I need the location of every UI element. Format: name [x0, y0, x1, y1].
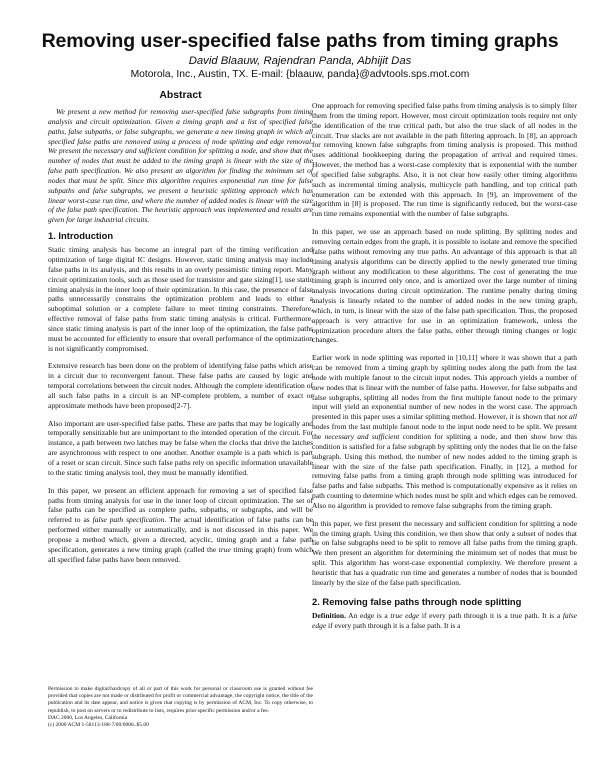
venue-text: DAC 2000, Los Angeles, California — [48, 714, 128, 721]
paper-authors: David Blaauw, Rajendran Panda, Abhijit Das — [188, 55, 412, 67]
definition-text-a: An edge is a — [345, 610, 391, 620]
intro-paragraph-4 — [48, 486, 313, 565]
intro-p4-emphasis: false path specification — [92, 515, 165, 525]
definition-paragraph — [312, 611, 577, 631]
definition-text-c: if every path through it is a false path. It is a — [326, 620, 461, 630]
intro-p4-text-a: In this paper, we present an efficient approach for removing a set of specified false paths from timing analysis for use in the inner loop of circuit optimization. The set of false paths can be specified as complete paths, subpaths, or subgraphs, and will be referred to as — [48, 485, 313, 525]
abstract-text: We present a new method for removing user-specified false subgraphs from timing analysis and circuit optimization. Given a timing graph and a list of specified false paths, false subpaths, or false subgraphs, we generate a new timing graph in which all specified false paths are removed using a process of node splitting and edge removal. We present the necessary and sufficient condition for splitting a node, and show that the number of nodes that must be added to the timing graph is linear with the size of the false path specification. We also present an algorithm for finding the minimum set of nodes that must be split. Since this algorithm requires exponential run time for false subpaths and false subgraphs, we present a heuristic splitting approach which has linear worst-case run time, and where the number of added nodes is linear with the size of the false path specification. The heuristic approach was implemented and results are given for large industrial circuits. — [48, 107, 313, 225]
right-p3-text-c: condition for splitting a node, and then show how this condition is satisfied for a false subgraph by splitting only the nodes that lie on the false subgraph. Using this method, the number of new nodes added to the timing graph is linear with the size of the false path specification. Finally, in [12], a method for removing false paths from a timing graph through node splitting was introduced for false paths and false subpaths. This method is computationally expensive as it relies on path counting to determine which nodes must be split and which edges can be removed. Also no algorithm is provided to remove false subgraphs from the timing graph. — [312, 432, 577, 510]
definition-true-edge: true edge — [390, 610, 420, 620]
right-p3-text-b: nodes from the last multiple fanout node to the input node need to be split. We present the — [312, 422, 577, 441]
definition-text-b: if every path through it is a true path. It is a — [419, 610, 563, 620]
right-p3-emphasis-condition: necessary and sufficient — [324, 432, 400, 441]
right-column — [312, 101, 577, 638]
intro-p4-text-c: timing graph) from which all specified false paths have been removed. — [48, 544, 313, 564]
right-paragraph-2: In this paper, we use an approach based on node splitting. By splitting nodes and removing certain edges from the graph, it is possible to isolate and remove the specified false paths without removing any true paths. An advantage of this approach is that all timing analysis algorithms can be directly applied to the newly generated true timing graph without any modification to these algorithms. The cost of generating the true timing graph is incurred only once, and is amortized over the large number of timing analysis invocations during circuit optimization. The runtime penalty during timing analysis is linearly related to the number of added nodes in the new timing graph, which, in turn, is linear with the size of the false path specification. Thus, the proposed approach is very attractive for use in an optimization framework, unless the optimization procedure alters the false paths, either through timing changes or logic changes. — [312, 227, 577, 345]
right-p3-text-a: Earlier work in node splitting was reported in [10,11] where it was shown that a path can be removed from a timing graph by splitting nodes along the path from the last node with multiple fanout to the circuit input nodes. This approach yields a number of new nodes that is linear with the number of false paths. However, for false subpaths and false subgraphs, splitting all nodes from the first multiple fanout node to the primary input will yield an exponential number of new nodes in the worst case. The approach presented in this paper uses a similar splitting method. However, it is shown that — [312, 353, 577, 422]
abstract-heading: Abstract — [159, 90, 202, 101]
permission-footnote — [48, 686, 313, 729]
left-column — [48, 90, 313, 572]
right-paragraph-4: In this paper, we first present the necessary and sufficient condition for splitting a node in the timing graph. Using this condition, we then show that only a subset of nodes that lie on false subgraphs need to be split to remove all false paths from the timing graph. We then present an algorithm for determining the minimum set of nodes that must be split. This algorithm has worst-case exponential complexity. We therefore present a heuristic that has a quadratic run time and generates a number of nodes that is bounded linearly by the size of the false path specification. — [312, 518, 577, 587]
right-p3-emphasis-not-all: not all — [557, 412, 577, 422]
definition-term: Definition. — [312, 610, 346, 620]
introduction-heading: 1. Introduction — [48, 230, 114, 242]
paper-affiliation: Motorola, Inc., Austin, TX. E-mail: {blaauw, panda}@advtools.sps.mot.com — [130, 69, 470, 80]
copyright-text: (c) 2000 ACM 1-58113-188-7/00/0006..$5.00 — [48, 722, 149, 729]
intro-paragraph-1: Static timing analysis has become an integral part of the timing verification and optimization of large digital IC designs. However, static timing analysis may include false paths in its analysis, and this results in an overly pessimistic timing report. Many circuit optimization tools, such as those used for transistor and gate sizing[1], use static timing analysis in the inner loop of their optimization. In this case, the presence of false paths unnecessarily constrains the optimization problem and leads to either a suboptimal solution or a complete failure to meet timing constraints. Therefore, effective removal of false paths from static timing analysis is critical. Furthermore, since static timing analysis is part of the inner loop of the optimization, the false paths must be accounted for efficiently to ensure that overall performance of the optimization is not significantly compromised. — [48, 245, 313, 353]
permission-text: Permission to make digital/hardcopy of all or part of this work for personal or classroom use is granted without fee provided that copies are not made or distributed for profit or commercial advantage, the copyright notice, the title of the publication and its date appear, and notice is given that copying is by permission of ACM, Inc. To copy otherwise, to republish, to post on servers or to redistribute to lists, requires prior specific permission and/or a fee. — [48, 686, 313, 714]
right-paragraph-1: One approach for removing specified false paths from timing analysis is to simply filter them from the timing report. However, most circuit optimization tools require not only the identification of the true critical path, but also the true slack of all nodes in the circuit. True slacks are not available in the path filtering approach. In [8], an approach for removing known false subgraphs from timing analysis is proposed. This method uses additional bookkeeping during the propagation of arrival and required times. However, the method has a worst-case complexity that is exponential with the number of specified false subgraphs. Also, it is not clear how easily other timing algorithms such as incremental timing analysis, multicycle path handling, and top critical path enumeration can be extended with this approach. In [9], an improvement of the algorithm in [8] is proposed. The run time is significantly reduced, but the worst-case run time remains exponential with the number of false subgraphs. — [312, 101, 577, 219]
section-2-heading: 2. Removing false paths through node splitting — [312, 595, 522, 607]
intro-p4-emphasis-true: true — [218, 544, 231, 554]
right-paragraph-3 — [312, 353, 577, 511]
intro-p4-text-b: . The actual identification of false paths can be performed either manually or automatically, and is not discussed in this paper. We propose a method which, given a directed, acyclic, timing graph and a false path specification, generates a new timing graph (called the — [48, 515, 314, 554]
intro-paragraph-2: Extensive research has been done on the problem of identifying false paths which arise in a circuit due to reconvergent fanout. These false paths are caused by logic and temporal correlations between the circuit nodes. Although the complete identification of all such false paths in a circuit is an NP-complete problem, a number of exact or approximate methods have been proposed[2-7]. — [48, 361, 313, 410]
paper-title: Removing user-specified false paths from timing graphs — [41, 30, 559, 52]
intro-paragraph-3: Also important are user-specified false paths. These are paths that may be logically and temporally sensitizable but are unimportant to the intended operation of the circuit. For instance, a path between two latches may be false when the clocks that drive the latches are asynchronous with respect to one another. Another example is a path which is part of a reset or scan circuit. Since such false paths rely on specific information unavailable to the static timing analysis tool, they must be manually identified. — [48, 418, 313, 477]
definition-false-edge: false edge — [312, 610, 577, 630]
